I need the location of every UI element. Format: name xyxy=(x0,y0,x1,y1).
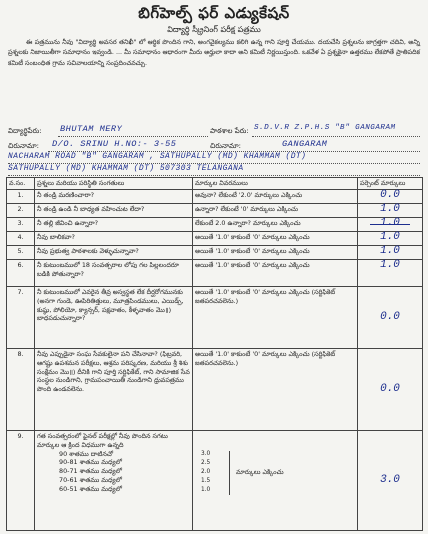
table-row xyxy=(7,204,423,218)
row-question xyxy=(35,431,193,531)
table-row xyxy=(7,431,423,531)
range-item: 90-81 శాతము మధ్యలో xyxy=(59,458,122,467)
address-value-1: D/O. SRINU H.NO:- 3-55 xyxy=(52,139,177,149)
school-line xyxy=(252,136,420,137)
scale-item: 1.0 xyxy=(201,487,211,493)
row-number: 8. xyxy=(7,349,35,431)
row-score xyxy=(358,349,423,431)
address-line-3 xyxy=(8,175,420,176)
row-marks-label: మార్కులు ఎక్కించు xyxy=(236,468,284,477)
row-marks: అయితే '1.0' కాకుంటే '0' మార్కులు ఎక్కించు xyxy=(193,260,358,287)
row-question: నీ కుటుంబములో ఎవరైన తీవ్ర అస్వస్థత లేక దీర్ఘరోగమునకు (అనగా గుండె, ఊపిరితిత్తులు, మూత్రపిండములు, ఎయిడ్స్, కుష్ఠు, పోలియో, క్యాన్సర్, పక్షవాతం, కీళ్ళవాతం మొ॥) బాధపడుచున్నారా? xyxy=(35,287,193,349)
row-score xyxy=(358,190,423,204)
table-row xyxy=(7,246,423,260)
header-marks: మార్కుల వివరములు xyxy=(193,178,358,190)
row-number: 2. xyxy=(7,204,35,218)
row-marks: అవునా? లేకుంటే '2.0' మార్కులు ఎక్కించు xyxy=(193,190,358,204)
row-marks: ఉన్నారా? లేకుంటే '0' మార్కులు ఎక్కించు xyxy=(193,204,358,218)
score-value: 1.0 xyxy=(380,231,400,243)
address-value-3: SATHUPALLY (MD) KHAMMAM (DT) 507303 TELANGANA xyxy=(8,164,244,173)
row-score xyxy=(358,287,423,349)
row-marks: అయితే '1.0' కాకుంటే '0' మార్కులు ఎక్కించు xyxy=(193,232,358,246)
row-marks: లేకుంటే 2.0 ఉన్నారా? మార్కులు ఎక్కించు xyxy=(193,218,358,232)
row-question: నీవు బాలికవా? xyxy=(35,232,193,246)
header-serial: వ.సం. xyxy=(7,178,35,190)
row-question-text: గత సంవత్సరంలో ఫైనల్ పరీక్షల్లో నీవు పొందిన సగటు మార్కుల ఆ క్రింద విధముగా ఉన్నది xyxy=(37,432,168,449)
scale-item: 3.0 xyxy=(201,451,211,457)
row-question: నీవు ఎప్పుడైనా సంఘ సేవకులైనా పని చేసినావా? (ఫిబ్రవరి, ఆగష్టు ఉపశమన పరీక్షలు, ఆశ్రమ పరిష్కరణ, మరియు శ్రీ శిశు సంక్షేమం మొ॥) దీనికి గాని పూర్తి సర్టిఫికేట్, గాని సామాజిక సేవ సంస్థల నుండిగాని, గ్రామపంచాయితీ నుండిగాని ధ్రువపత్రము పొంది ఉండవలెను. xyxy=(35,349,193,431)
school-value: S.D.V.R Z.P.H.S "B" GANGARAM xyxy=(254,124,396,132)
scale-item: 1.5 xyxy=(201,478,211,484)
questions-table xyxy=(6,177,423,531)
address-value-1-right: GANGARAM xyxy=(282,139,328,149)
table-row xyxy=(7,260,423,287)
table-row xyxy=(7,190,423,204)
header-score: పర్సెంట్ మార్కులు xyxy=(358,178,423,190)
name-label: విద్యార్థిపేరు: xyxy=(8,127,42,135)
range-item: 90 శాతము దాటినచో xyxy=(59,449,113,458)
scale-bracket xyxy=(229,451,230,495)
table-row xyxy=(7,218,423,232)
intro-paragraph: ఈ పత్రమును నీవు "విద్యార్థి అవసర తనిఖీ" లో ఆర్థిక పొందిన గాని, అంగవైకల్యము కలిగి ఉన్న గాని పూర్తి చేయము. దయచేసి ప్రశ్నలను జాగ్రత్తగా చదివి, అన్ని ప్రశ్నలకు నిజాయితీగా సమాధానం ఇవ్వండి. ... మీ సమాధానం ఆధారంగా మీరు అర్హులా కాదా అని కమిటీ నిర్ణయిస్తుంది. ఒకవేళ ఏ ప్రశ్నకైనా ఉత్తరము లేకపోతే ప్రాతిపదిక కమిటీ సంబంధిత గ్రామ సచివాలయాన్ని సంప్రదించవచ్చు. xyxy=(8,38,420,67)
table-header-row xyxy=(7,178,423,190)
table-row xyxy=(7,349,423,431)
row-score xyxy=(358,246,423,260)
range-item: 60-51 శాతము మధ్యలో xyxy=(59,484,122,493)
row-marks: అయితే '1.0' కాకుంటే '0' మార్కులు ఎక్కించు (సర్టిఫికెట్ జతపరచవలెను.) xyxy=(193,287,358,349)
address-label: చిరునామా: xyxy=(8,142,40,150)
score-value: 1.0 xyxy=(380,245,400,257)
row-question: నీ తండ్రి మరణించారా? xyxy=(35,190,193,204)
row-score xyxy=(358,260,423,287)
range-item: 70-61 శాతము మధ్యలో xyxy=(59,475,122,484)
address-value-2: NACHARAM ROAD "B" GANGARAM , SATHUPALLY (MD) KHAMMAM (DT) xyxy=(8,152,307,161)
row-question: నీ కుటుంబములో 18 సంవత్సరాల లోపు గల పిల్లలందరూ బడికి పోతున్నారా? xyxy=(35,260,193,287)
score-value: 1.0 xyxy=(380,217,400,229)
row-marks: అయితే '1.0' కాకుంటే '0' మార్కులు ఎక్కించు (సర్టిఫికెట్ జతపరచవలెను.) xyxy=(193,349,358,431)
table-row xyxy=(7,287,423,349)
row-score xyxy=(358,218,423,232)
score-value: 0.0 xyxy=(380,189,400,201)
row-number: 4. xyxy=(7,232,35,246)
form-subtitle: విద్యార్థి స్క్రీనింగ్ పరీక్ష పత్రము xyxy=(167,25,261,34)
row-number: 1. xyxy=(7,190,35,204)
row-question: నీవు ప్రభుత్వ పాఠశాలకు వెళ్ళుచున్నావా? xyxy=(35,246,193,260)
row-number: 6. xyxy=(7,260,35,287)
scale-item: 2.5 xyxy=(201,460,211,466)
range-list xyxy=(37,450,190,494)
row-number: 9. xyxy=(7,431,35,531)
range-item: 80-71 శాతము మధ్యలో xyxy=(59,467,122,476)
table-row xyxy=(7,232,423,246)
score-value: 1.0 xyxy=(380,259,400,271)
strike-mark xyxy=(370,224,410,225)
header-question: ప్రశ్నలు మరియు పరిస్థితి సంగతులు xyxy=(35,178,193,190)
form-title: బిగ్‌హెల్ప్ ఫర్ ఎడ్యుకేషన్ xyxy=(138,4,290,22)
scale-item: 2.0 xyxy=(201,469,211,475)
row-marks: అయితే '1.0' కాకుంటే '0' మార్కులు ఎక్కించు xyxy=(193,246,358,260)
row-number: 5. xyxy=(7,246,35,260)
score-value: 0.0 xyxy=(380,311,400,324)
school-label: పాఠశాల పేరు: xyxy=(210,127,249,135)
address-label-2: చిరునామా: xyxy=(210,142,242,150)
name-line xyxy=(58,136,208,137)
row-score xyxy=(358,232,423,246)
score-value: 1.0 xyxy=(380,203,400,215)
row-marks xyxy=(193,431,358,531)
row-number: 3. xyxy=(7,218,35,232)
name-value: BHUTAM MERY xyxy=(60,124,123,134)
scale-list xyxy=(201,450,229,495)
row-number: 7. xyxy=(7,287,35,349)
row-score xyxy=(358,431,423,531)
row-score xyxy=(358,204,423,218)
score-value: 0.0 xyxy=(380,383,400,396)
row-question: నీ తల్లి జీవించి ఉన్నారా? xyxy=(35,218,193,232)
score-value: 3.0 xyxy=(380,474,400,487)
row-question: నీ తండ్రి ఉండి నీ బాధ్యత వహించుట లేదా? xyxy=(35,204,193,218)
